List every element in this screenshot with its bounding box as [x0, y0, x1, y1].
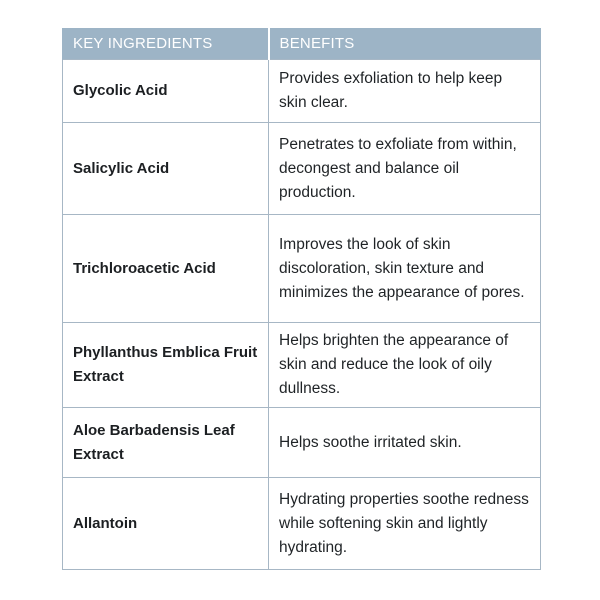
ingredient-name: Phyllanthus Emblica Fruit Extract — [63, 323, 269, 408]
table-row — [63, 60, 541, 123]
ingredient-benefit: Penetrates to exfoliate from within, decongest and balance oil production. — [269, 123, 541, 215]
table-row — [63, 478, 541, 570]
header-benefits: BENEFITS — [269, 28, 541, 60]
ingredient-name: Allantoin — [63, 478, 269, 570]
table-row — [63, 123, 541, 215]
header-key-ingredients: KEY INGREDIENTS — [63, 28, 269, 60]
ingredient-name: Aloe Barbadensis Leaf Extract — [63, 408, 269, 478]
ingredient-benefit: Hydrating properties soothe redness while softening skin and lightly hydrating. — [269, 478, 541, 570]
ingredient-name: Glycolic Acid — [63, 60, 269, 123]
table-row — [63, 215, 541, 323]
ingredient-benefit: Improves the look of skin discoloration, skin texture and minimizes the appearance of pores. — [269, 215, 541, 323]
ingredient-benefit: Provides exfoliation to help keep skin clear. — [269, 60, 541, 123]
table-header — [63, 28, 541, 60]
ingredient-name: Salicylic Acid — [63, 123, 269, 215]
ingredient-name: Trichloroacetic Acid — [63, 215, 269, 323]
table-row — [63, 408, 541, 478]
table-row — [63, 323, 541, 408]
header-row — [63, 28, 541, 60]
ingredient-benefit: Helps brighten the appearance of skin and reduce the look of oily dullness. — [269, 323, 541, 408]
table-body — [63, 60, 541, 570]
ingredients-table — [62, 28, 541, 570]
ingredient-benefit: Helps soothe irritated skin. — [269, 408, 541, 478]
